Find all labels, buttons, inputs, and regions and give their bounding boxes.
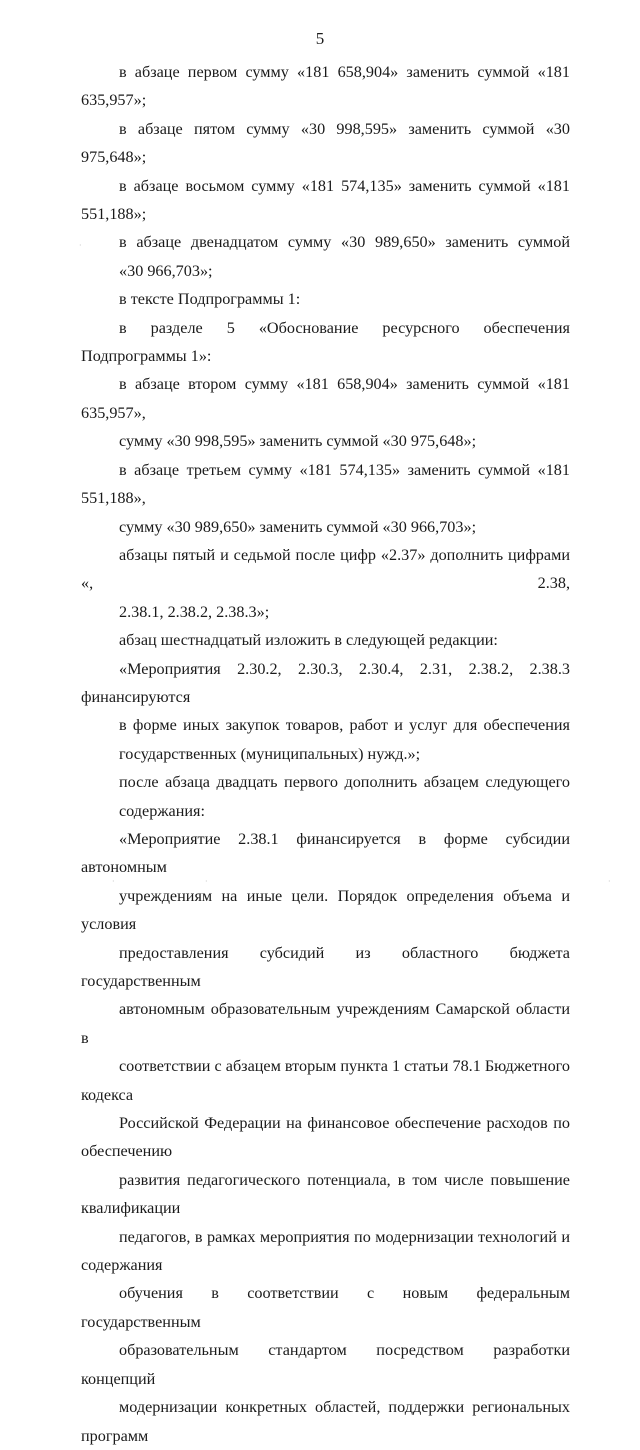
text-line: «Мероприятия 2.30.2, 2.30.3, 2.30.4, 2.31, 2.38.2, 2.38.3 финансируются [81,659,570,706]
paragraph [81,541,570,626]
document-body [81,58,570,1450]
quoted-paragraph [81,655,570,769]
scan-speck: · [112,877,115,886]
text-line: модернизации конкретных областей, поддержки региональных программ [81,1398,570,1445]
text-line: развития педагогического потенциала, в том числе повышение квалификации [81,1170,570,1218]
amendment-line: в тексте Подпрограммы 1: [119,290,301,309]
text-line: государственных (муниципальных) нужд.»; [119,744,421,763]
paragraph [81,370,570,455]
amendment-line: в разделе 5 «Обоснование ресурсного обеспечения Подпрограммы 1»: [81,318,570,366]
text-line: образовательным стандартом посредством разработки концепций [81,1341,570,1388]
text-line: после абзаца двадцать первого дополнить абзацем следующего [119,773,570,792]
text-line: соответствии с абзацем вторым пункта 1 статьи 78.1 Бюджетного кодекса [81,1057,570,1104]
amendment-line: в абзаце первом сумму «181 658,904» заменить суммой «181 635,957»; [81,63,570,110]
text-line: 2.38.1, 2.38.2, 2.38.3»; [119,602,270,621]
amendment-line: в абзаце пятом сумму «30 998,595» заменить суммой «30 975,648»; [81,119,570,167]
scan-speck: · [205,877,208,886]
text-line: в форме иных закупок товаров, работ и услуг для обеспечения [119,716,570,735]
paragraph [81,228,570,285]
text-line: содержания: [119,801,205,820]
text-line: сумму «30 989,650» заменить суммой «30 966,703»; [119,517,477,536]
text-line: предоставления субсидий из областного бюджета государственным [81,943,570,990]
amendment-line: в абзаце восьмом сумму «181 574,135» заменить суммой «181 551,188»; [81,176,570,224]
text-line: в абзаце втором сумму «181 658,904» заменить суммой «181 635,957», [81,375,570,422]
text-line: обучения в соответствии с новым федеральным государственным [81,1284,570,1331]
text-line: в абзаце двенадцатом сумму «30 989,650» заменить суммой [119,233,570,252]
text-line: сумму «30 998,595» заменить суммой «30 975,648»; [119,432,477,451]
text-line: «Мероприятие 2.38.1 финансируется в форме субсидии автономным [81,829,570,877]
text-line: в абзаце третьем сумму «181 574,135» заменить суммой «181 551,188», [81,460,570,508]
text-line: «30 966,703»; [119,261,213,280]
text-line: педагогов, в рамках мероприятия по модернизации технологий и содержания [81,1227,570,1275]
text-line: автономным образовательным учреждениям Самарской области в [81,1000,570,1047]
text-line: абзацы пятый и седьмой после цифр «2.37» дополнить цифрами «, 2.38, [81,545,570,593]
scan-speck: · [608,877,611,886]
text-line: Российской Федерации на финансовое обеспечение расходов по обеспечению [81,1114,570,1161]
paragraph [81,456,570,541]
amendment-line: абзац шестнадцатый изложить в следующей редакции: [119,631,498,650]
quoted-paragraph [81,825,570,1450]
text-line: учреждениям на иные цели. Порядок определения объема и условия [81,886,570,934]
paragraph [81,768,570,825]
page-number: 5 [315,29,325,48]
scan-speck: · [79,241,82,250]
